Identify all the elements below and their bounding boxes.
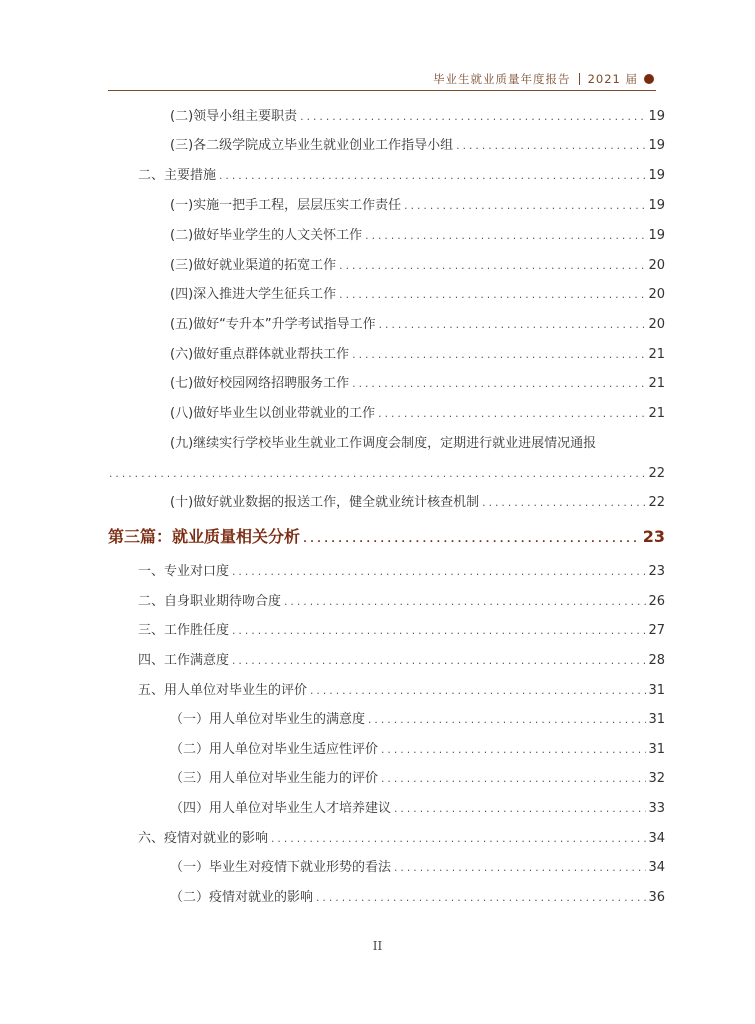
toc-entry-label: 四、工作满意度 [138,653,230,668]
toc-entry-label: 二、自身职业期待吻合度 [138,594,282,609]
header-text [433,71,654,87]
toc-entry-page: 22 [648,495,665,510]
toc-entry[interactable] [138,167,665,186]
toc-entry[interactable] [170,741,665,760]
toc-entry[interactable] [138,593,665,612]
toc-entry[interactable] [138,830,665,849]
toc-entry-label: 五、用人单位对毕业生的评价 [138,683,308,698]
toc-leader-dots [351,376,646,394]
toc-entry-page: 36 [648,890,665,905]
page-header [108,68,656,91]
toc-entry[interactable] [170,286,665,305]
toc-leader-dots [231,564,646,582]
toc-entry-label: (三)做好就业渠道的拓宽工作 [170,258,337,273]
toc-entry-page: 19 [648,168,665,183]
toc-entry-page: 28 [648,653,665,668]
toc-entry-label: (十)做好就业数据的报送工作，健全就业统计核查机制 [170,495,480,510]
toc-entry[interactable] [138,682,665,701]
toc-entry-label: （四）用人单位对毕业生人才培养建议 [170,801,392,816]
toc-entry-page: 19 [648,138,665,153]
toc-leader-dots [231,653,646,671]
toc-leader-dots [455,138,646,156]
toc-entry-wrapped[interactable] [170,435,665,453]
toc-entry-label: （一）用人单位对毕业生的满意度 [170,712,366,727]
toc-entry-page: 32 [648,771,665,786]
toc-entry-page: 31 [648,712,665,727]
report-title: 毕业生就业质量年度报告 [433,72,571,86]
toc-entry-label: （三）用人单位对毕业生能力的评价 [170,771,379,786]
toc-entry-page: 34 [648,831,665,846]
toc-entry-label: 二、主要措施 [138,168,217,183]
toc-leader-dots [338,258,646,276]
toc-leader-dots [377,406,646,424]
toc-entry-label: (四)深入推进大学生征兵工作 [170,287,337,302]
toc-entry-label: （二）疫情对就业的影响 [170,890,314,905]
toc-entry-page: 20 [648,287,665,302]
toc-leader-dots [403,198,646,216]
toc-leader-dots [108,466,646,484]
toc-entry-label: (六)做好重点群体就业帮扶工作 [170,347,350,362]
toc-leader-dots [481,495,646,513]
toc-entry-label: (五)做好“专升本”升学考试指导工作 [170,317,376,332]
toc-leader-dots [299,109,646,127]
toc-entry-page: 31 [648,683,665,698]
toc-entry[interactable] [170,494,665,513]
toc-entry-page: 21 [648,347,665,362]
toc-leader-dots [315,890,646,908]
toc-entry-label: 三、工作胜任度 [138,623,230,638]
toc-entry[interactable] [138,563,665,582]
toc-entry-page: 33 [648,801,665,816]
toc-entry[interactable] [170,137,665,156]
toc-entry-page: 23 [648,564,665,579]
toc-entry-page: 31 [648,742,665,757]
toc-entry-label: 第三篇：就业质量相关分析 [108,527,301,546]
toc-entry-label: （二）用人单位对毕业生适应性评价 [170,742,379,757]
toc-entry-page: 21 [648,376,665,391]
toc-entry-label: (八)做好毕业生以创业带就业的工作 [170,406,376,421]
toc-leader-dots [393,801,646,819]
toc-leader-dots [380,742,646,760]
toc-entry-label: （一）毕业生对疫情下就业形势的看法 [170,860,392,875]
toc-entry-page: 21 [648,406,665,421]
toc-entry-label: (七)做好校园网络招聘服务工作 [170,376,350,391]
toc-entry[interactable] [170,770,665,789]
toc-leader-dots [378,317,647,335]
toc-entry-page: 22 [648,466,665,481]
header-dot-icon [644,74,654,84]
toc-entry-label: 六、疫情对就业的影响 [138,831,269,846]
toc-leader-dots [309,683,646,701]
toc-entry-page: 26 [648,594,665,609]
toc-leader-dots [367,712,646,730]
toc-leader-dots [351,347,646,365]
toc-leader-dots [338,287,646,305]
toc-entry-page: 20 [648,258,665,273]
toc-entry[interactable] [170,108,665,127]
toc-entry-label: (二)领导小组主要职责 [170,109,298,124]
toc-leader-dots [283,594,646,612]
toc-leader-dots [393,860,646,878]
toc-entry[interactable] [170,375,665,394]
toc-entry[interactable] [170,889,665,908]
toc-entry-page: 19 [648,198,665,213]
toc-entry[interactable] [170,800,665,819]
toc-entry-page: 34 [648,860,665,875]
page-number: II [372,939,383,953]
toc-entry-label: (二)做好毕业学生的人文关怀工作 [170,228,363,243]
toc-entry[interactable] [170,346,665,365]
toc-entry-label: (三)各二级学院成立毕业生就业创业工作指导小组 [170,138,454,153]
toc-leader-dots [380,771,646,789]
toc-leader-dots [218,168,646,186]
toc-entry-page: 19 [648,228,665,243]
toc-entry[interactable] [170,257,665,276]
toc-entry-page: 27 [648,623,665,638]
toc-entry-label: (九)继续实行学校毕业生就业工作调度会制度，定期进行就业进展情况通报 [170,436,597,451]
toc-entry[interactable] [170,316,665,335]
toc-entry[interactable] [170,405,665,424]
toc-entry-page: 20 [648,317,665,332]
toc-entry-page: 23 [642,527,665,546]
header-divider [579,73,580,85]
toc-entry[interactable] [138,652,665,671]
toc-leader-dots [364,228,646,246]
toc-leader-dots [270,831,646,849]
toc-entry-label: (一)实施一把手工程，层层压实工作责任 [170,198,402,213]
toc-entry-continuation[interactable] [108,465,665,484]
toc-leader-dots [302,531,641,549]
toc-entry[interactable] [170,711,665,730]
toc-entry[interactable] [170,859,665,878]
toc-entry-page: 19 [648,109,665,124]
toc-entry[interactable] [170,197,665,216]
toc-entry-label: 一、专业对口度 [138,564,230,579]
toc-section-heading[interactable] [108,528,665,549]
toc-entry[interactable] [170,227,665,246]
report-year: 2021 届 [587,72,638,86]
toc-entry[interactable] [138,622,665,641]
toc-leader-dots [231,623,646,641]
